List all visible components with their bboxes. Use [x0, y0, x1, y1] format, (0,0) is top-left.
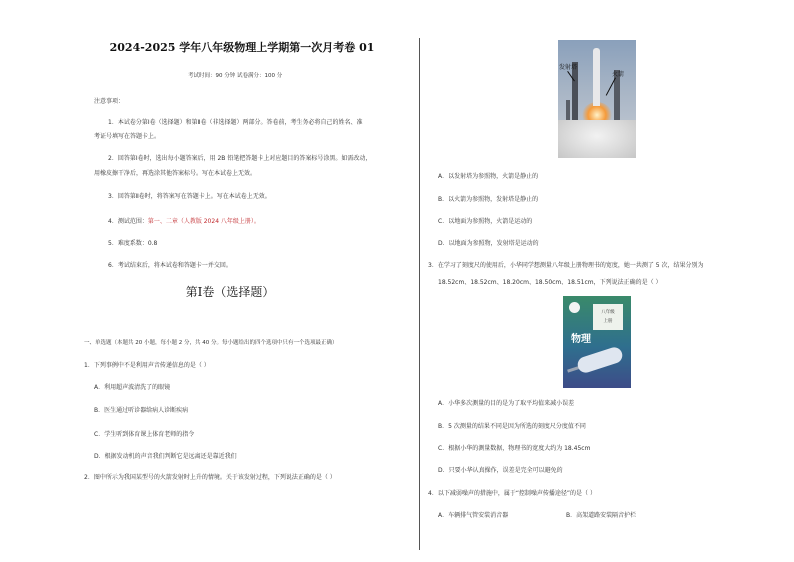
rocket-launch-figure: [558, 40, 636, 158]
physics-textbook-figure: [563, 296, 631, 388]
exam-subtitle: 考试时间：90 分钟 试卷满分：100 分: [188, 73, 283, 79]
publisher-badge-icon: [569, 302, 580, 313]
book-grade: 八年级: [601, 310, 615, 315]
q1-option-b: B．医生通过听诊器给病人诊断疾病: [94, 407, 189, 414]
notice-item-4: [108, 218, 260, 226]
q2-option-b: B．以火箭为参照物，发射塔是静止的: [438, 196, 539, 203]
q1-stem: 1．下列事例中不是利用声音传递信息的是（ ）: [84, 362, 210, 369]
column-divider: [419, 38, 420, 550]
q3-option-d: D．只要小华认真操作，误差是完全可以避免的: [438, 467, 563, 474]
rocket: [593, 48, 600, 106]
q4-stem: 4．以下减弱噪声的措施中，属于“控制噪声传播途径”的是（ ）: [428, 490, 596, 497]
q2-stem: 2．图中所示为我国某型号的火箭发射时上升的情境。关于该发射过程，下列说法正确的是（ ）: [84, 474, 336, 481]
exam-title: 2024-2025 学年八年级物理上学期第一次月考卷 01: [109, 41, 375, 54]
q3-stem-line2: 18.52cm、18.52cm、18.20cm、18.50cm、18.51cm，下列说法正确的是（ ）: [438, 279, 662, 286]
q4-option-a: A．车辆排气管安装消音器: [438, 512, 509, 519]
guitar-image: [576, 345, 625, 374]
notice-item-6: 6．考试结束后，将本试卷和答题卡一并交回。: [108, 262, 232, 269]
figure-label-tower: 发射塔: [559, 64, 578, 71]
book-title: 物理: [571, 334, 591, 345]
q1-option-a: A．利用超声波清洗了的眼镜: [94, 384, 171, 391]
q3-option-b: B．5 次测量的结果不同是因为所选的刻度尺分度值不同: [438, 423, 586, 430]
notice-item-1-line2: 考证号填写在答题卡上。: [94, 133, 161, 140]
notice-item-3: 3．回答第Ⅱ卷时，将答案写在答题卡上。写在本试卷上无效。: [108, 193, 271, 200]
notice-heading: 注意事项：: [94, 98, 125, 105]
q3-stem-line1: 3．在学习了刻度尺的使用后，小华同学想测量八年级上册物理书的宽度，她一共测了 5 次，结果分别为: [428, 262, 704, 269]
q2-option-d: D．以地面为参照物，发射塔是运动的: [438, 240, 539, 247]
notice-item-2-line2: 用橡皮擦干净后，再选涂其他答案标号。写在本试卷上无效。: [94, 170, 257, 177]
q1-option-d: D．根据发动机的声音我们判断它是远离还是靠近我们: [94, 453, 237, 460]
notice-item-5: 5．难度系数：0.8: [108, 240, 158, 247]
figure-label-rocket: 火箭: [612, 71, 625, 78]
q4-option-b: B．高架道路安装隔音护栏: [566, 512, 637, 519]
notice-item-1-line1: 1．本试卷分第Ⅰ卷（选择题）和第Ⅱ卷（非选择题）两部分。答卷前，考生务必将自己的姓名、准: [108, 119, 363, 126]
notice-item-4-prefix: 4．测试范围：: [108, 218, 148, 225]
q1-option-c: C．学生听到体育课上体育老师的指令: [94, 431, 195, 438]
section-title: 第Ⅰ卷（选择题）: [185, 285, 275, 299]
q2-option-c: C．以地面为参照物，火箭是运动的: [438, 218, 533, 225]
notice-item-2-line1: 2．回答第Ⅰ卷时，选出每小题答案后，用 2B 铅笔把答题卡上对应题目的答案标号涂黑。如需改动，: [108, 155, 372, 162]
launch-smoke: [558, 120, 636, 158]
book-grade-panel: [593, 304, 623, 330]
q2-option-a: A．以发射塔为参照物，火箭是静止的: [438, 173, 539, 180]
book-volume: 上册: [603, 319, 613, 324]
q3-option-a: A．小华多次测量的目的是为了取平均值来减小误差: [438, 400, 575, 407]
part-intro: 一、单选题（本题共 20 小题，每小题 2 分，共 40 分。每小题给出的四个选项中只有一个选项最正确）: [84, 340, 338, 346]
q3-option-c: C．根据小华的测量数据，物理书的宽度大约为 18.45cm: [438, 445, 591, 452]
test-scope-highlight: 第一、二章（人教版 2024 八年级上册）。: [147, 218, 260, 225]
